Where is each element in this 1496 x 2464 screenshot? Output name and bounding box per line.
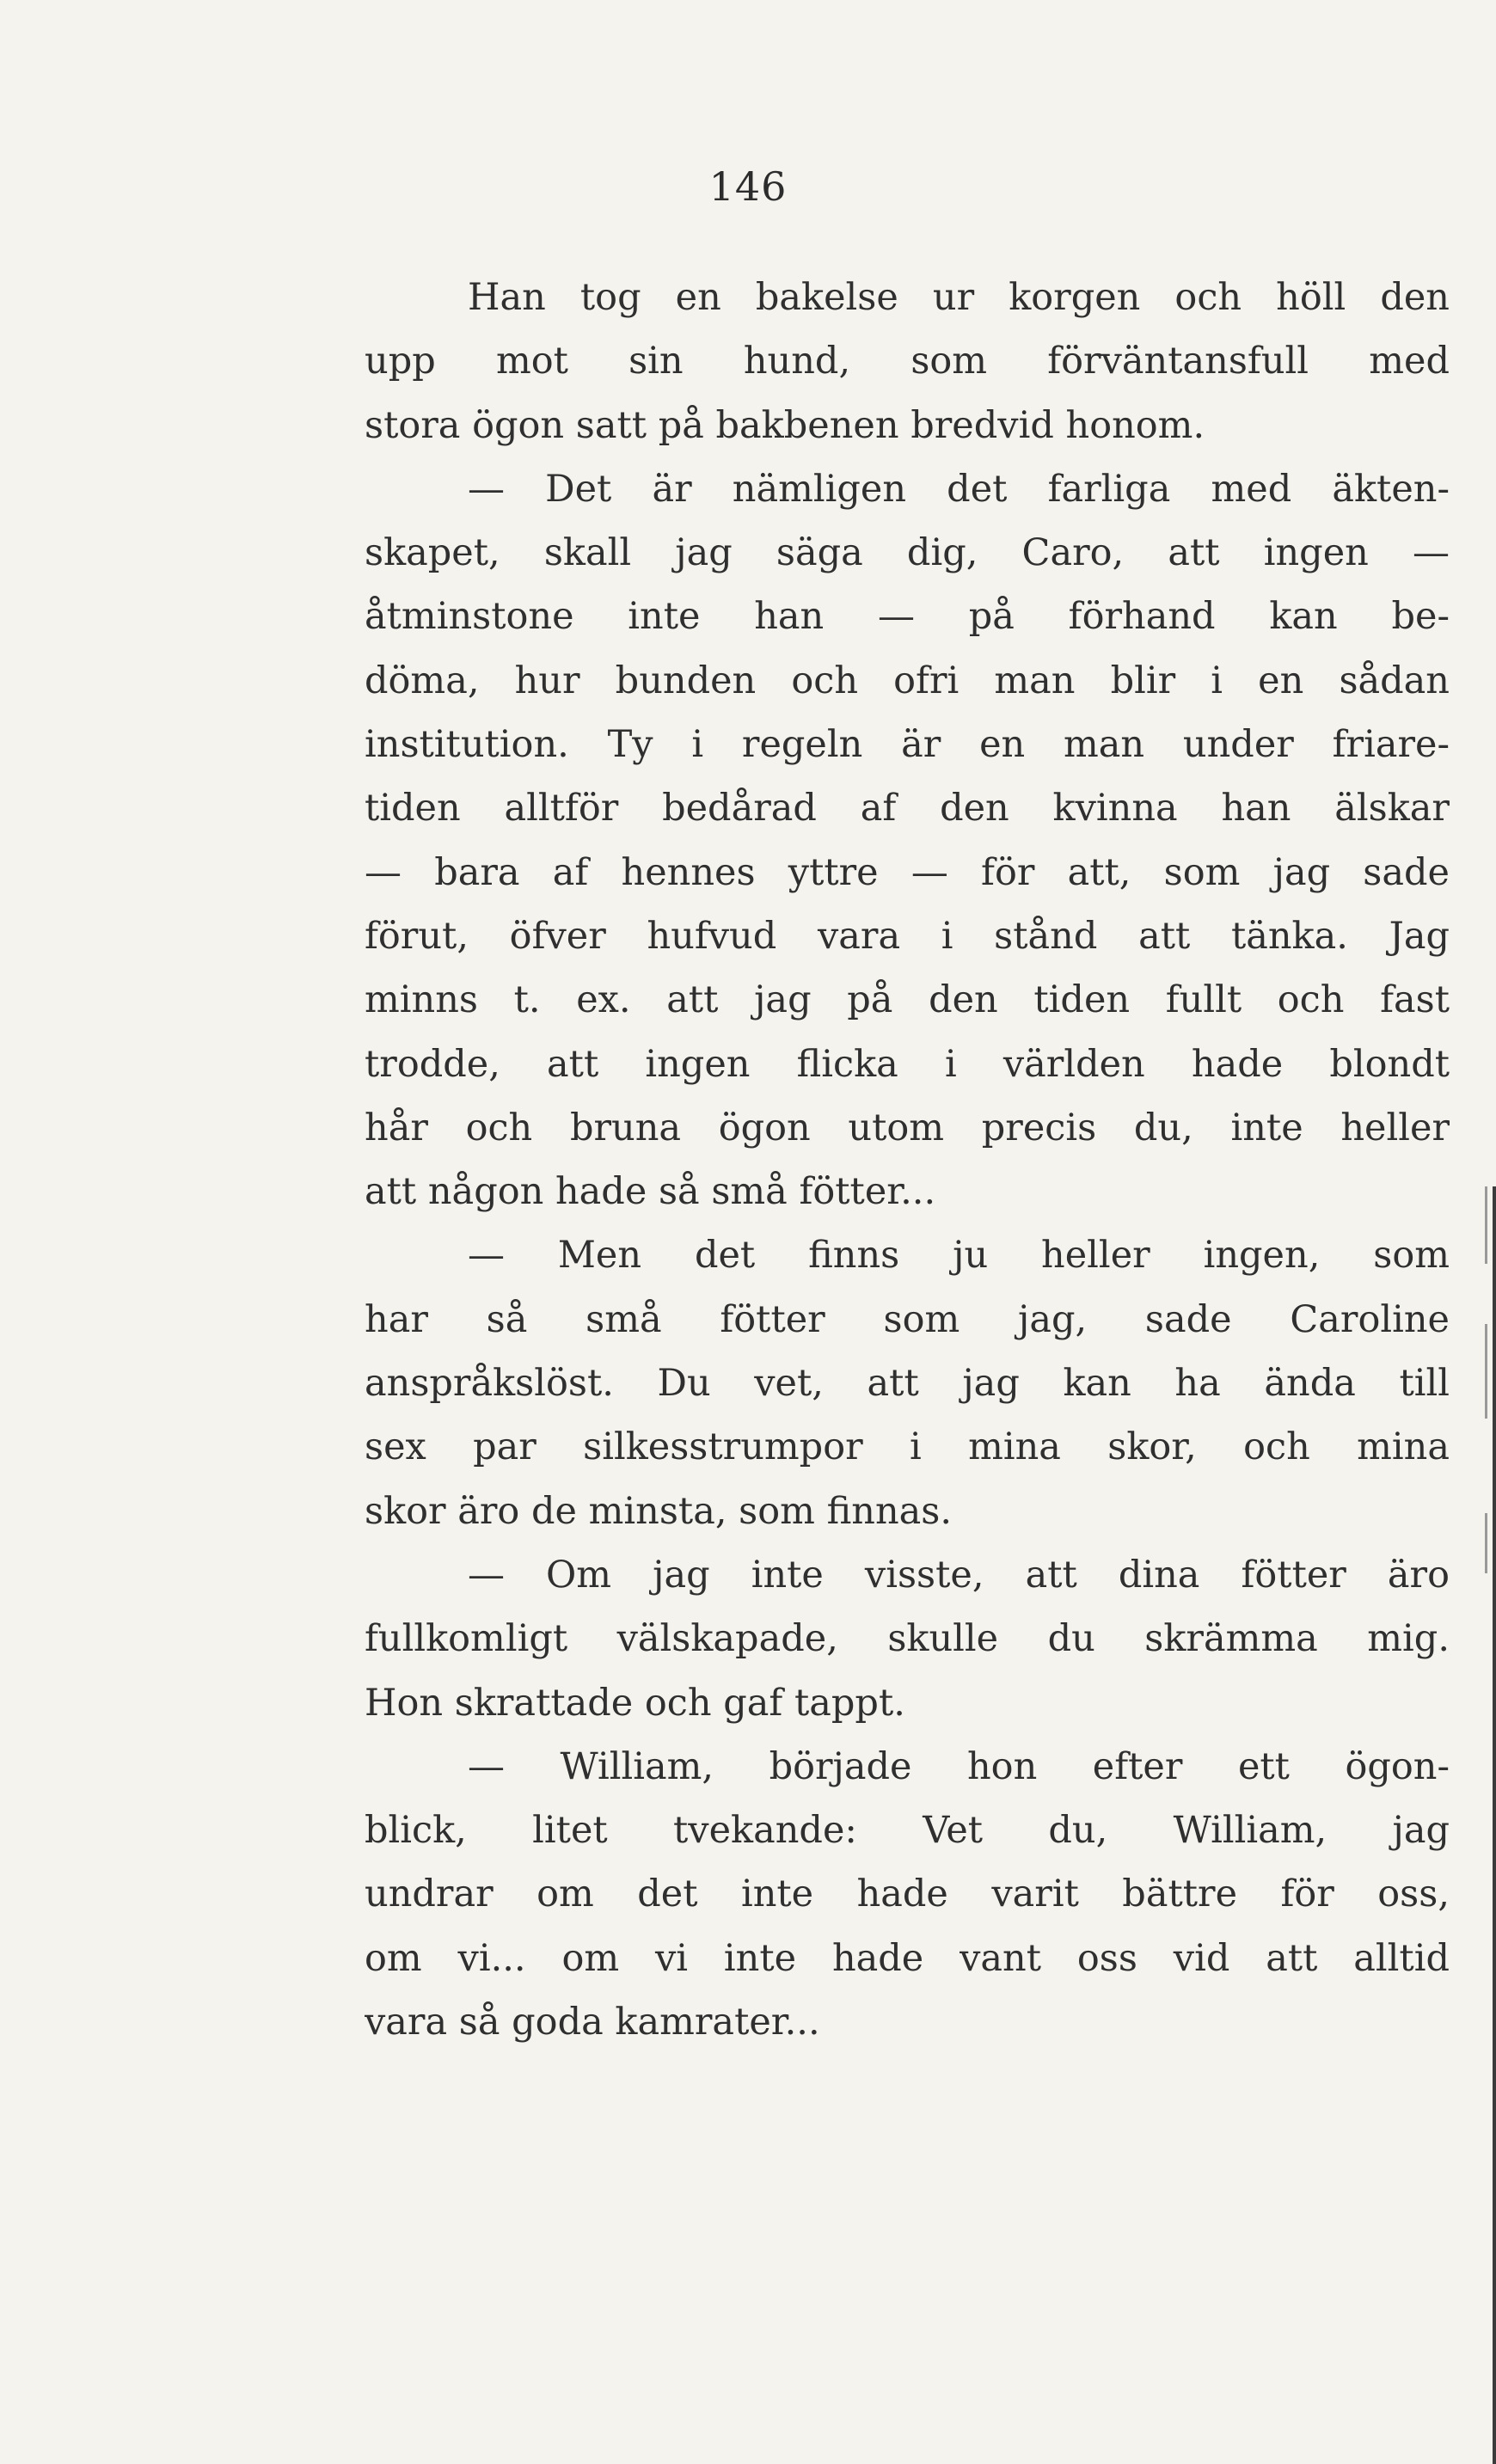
text-line: döma, hur bunden och ofri man blir i en sådan [365, 659, 1450, 702]
text-line: hår och bruna ögon utom precis du, inte heller [365, 1106, 1450, 1149]
text-line: institution. Ty i regeln är en man under friare- [365, 723, 1450, 767]
text-line: anspråkslöst. Du vet, att jag kan ha ända till [365, 1362, 1450, 1406]
text-line: — Om jag inte visste, att dina fötter äro [468, 1553, 1450, 1597]
body-text [365, 266, 1450, 2054]
page-edge-mark [1485, 1324, 1487, 1419]
text-line: minns t. ex. att jag på den tiden fullt och fast [365, 978, 1450, 1022]
text-line: — Det är nämligen det farliga med äkten- [468, 467, 1450, 511]
text-line: att någon hade så små fötter... [365, 1170, 936, 1214]
text-line: sex par silkesstrumpor i mina skor, och mina [365, 1425, 1450, 1469]
text-line: — bara af hennes yttre — för att, som jag sade [365, 850, 1450, 894]
text-line: — William, började hon efter ett ögon- [468, 1744, 1450, 1788]
text-line: förut, öfver hufvud vara i stånd att tänka. Jag [365, 914, 1450, 958]
page-edge-shadow [1493, 1186, 1496, 2464]
text-line: upp mot sin hund, som förväntansfull med [365, 340, 1450, 383]
text-line: stora ögon satt på bakbenen bredvid honom. [365, 403, 1205, 447]
text-line: Han tog en bakelse ur korgen och höll den [468, 276, 1450, 319]
text-line: vara så goda kamrater... [365, 2001, 820, 2044]
text-line: om vi... om vi inte hade vant oss vid att alltid [365, 1936, 1450, 1980]
text-line: tiden alltför bedårad af den kvinna han älskar [365, 787, 1450, 831]
text-line: trodde, att ingen flicka i världen hade blondt [365, 1042, 1450, 1086]
text-line: undrar om det inte hade varit bättre för oss, [365, 1873, 1450, 1916]
text-line: åtminstone inte han — på förhand kan be- [365, 595, 1450, 639]
text-line: blick, litet tvekande: Vet du, William, jag [365, 1809, 1450, 1853]
text-line: fullkomligt välskapade, skulle du skrämma mig. [365, 1617, 1450, 1661]
text-line: — Men det finns ju heller ingen, som [468, 1234, 1450, 1278]
page-number: 146 [708, 163, 788, 210]
text-line: har så små fötter som jag, sade Caroline [365, 1297, 1450, 1341]
page-edge-mark [1485, 1513, 1487, 1573]
text-line: Hon skrattade och gaf tappt. [365, 1681, 905, 1725]
text-line: skapet, skall jag säga dig, Caro, att ingen — [365, 531, 1450, 575]
text-line: skor äro de minsta, som finnas. [365, 1489, 953, 1533]
page-edge-mark [1485, 1186, 1487, 1264]
